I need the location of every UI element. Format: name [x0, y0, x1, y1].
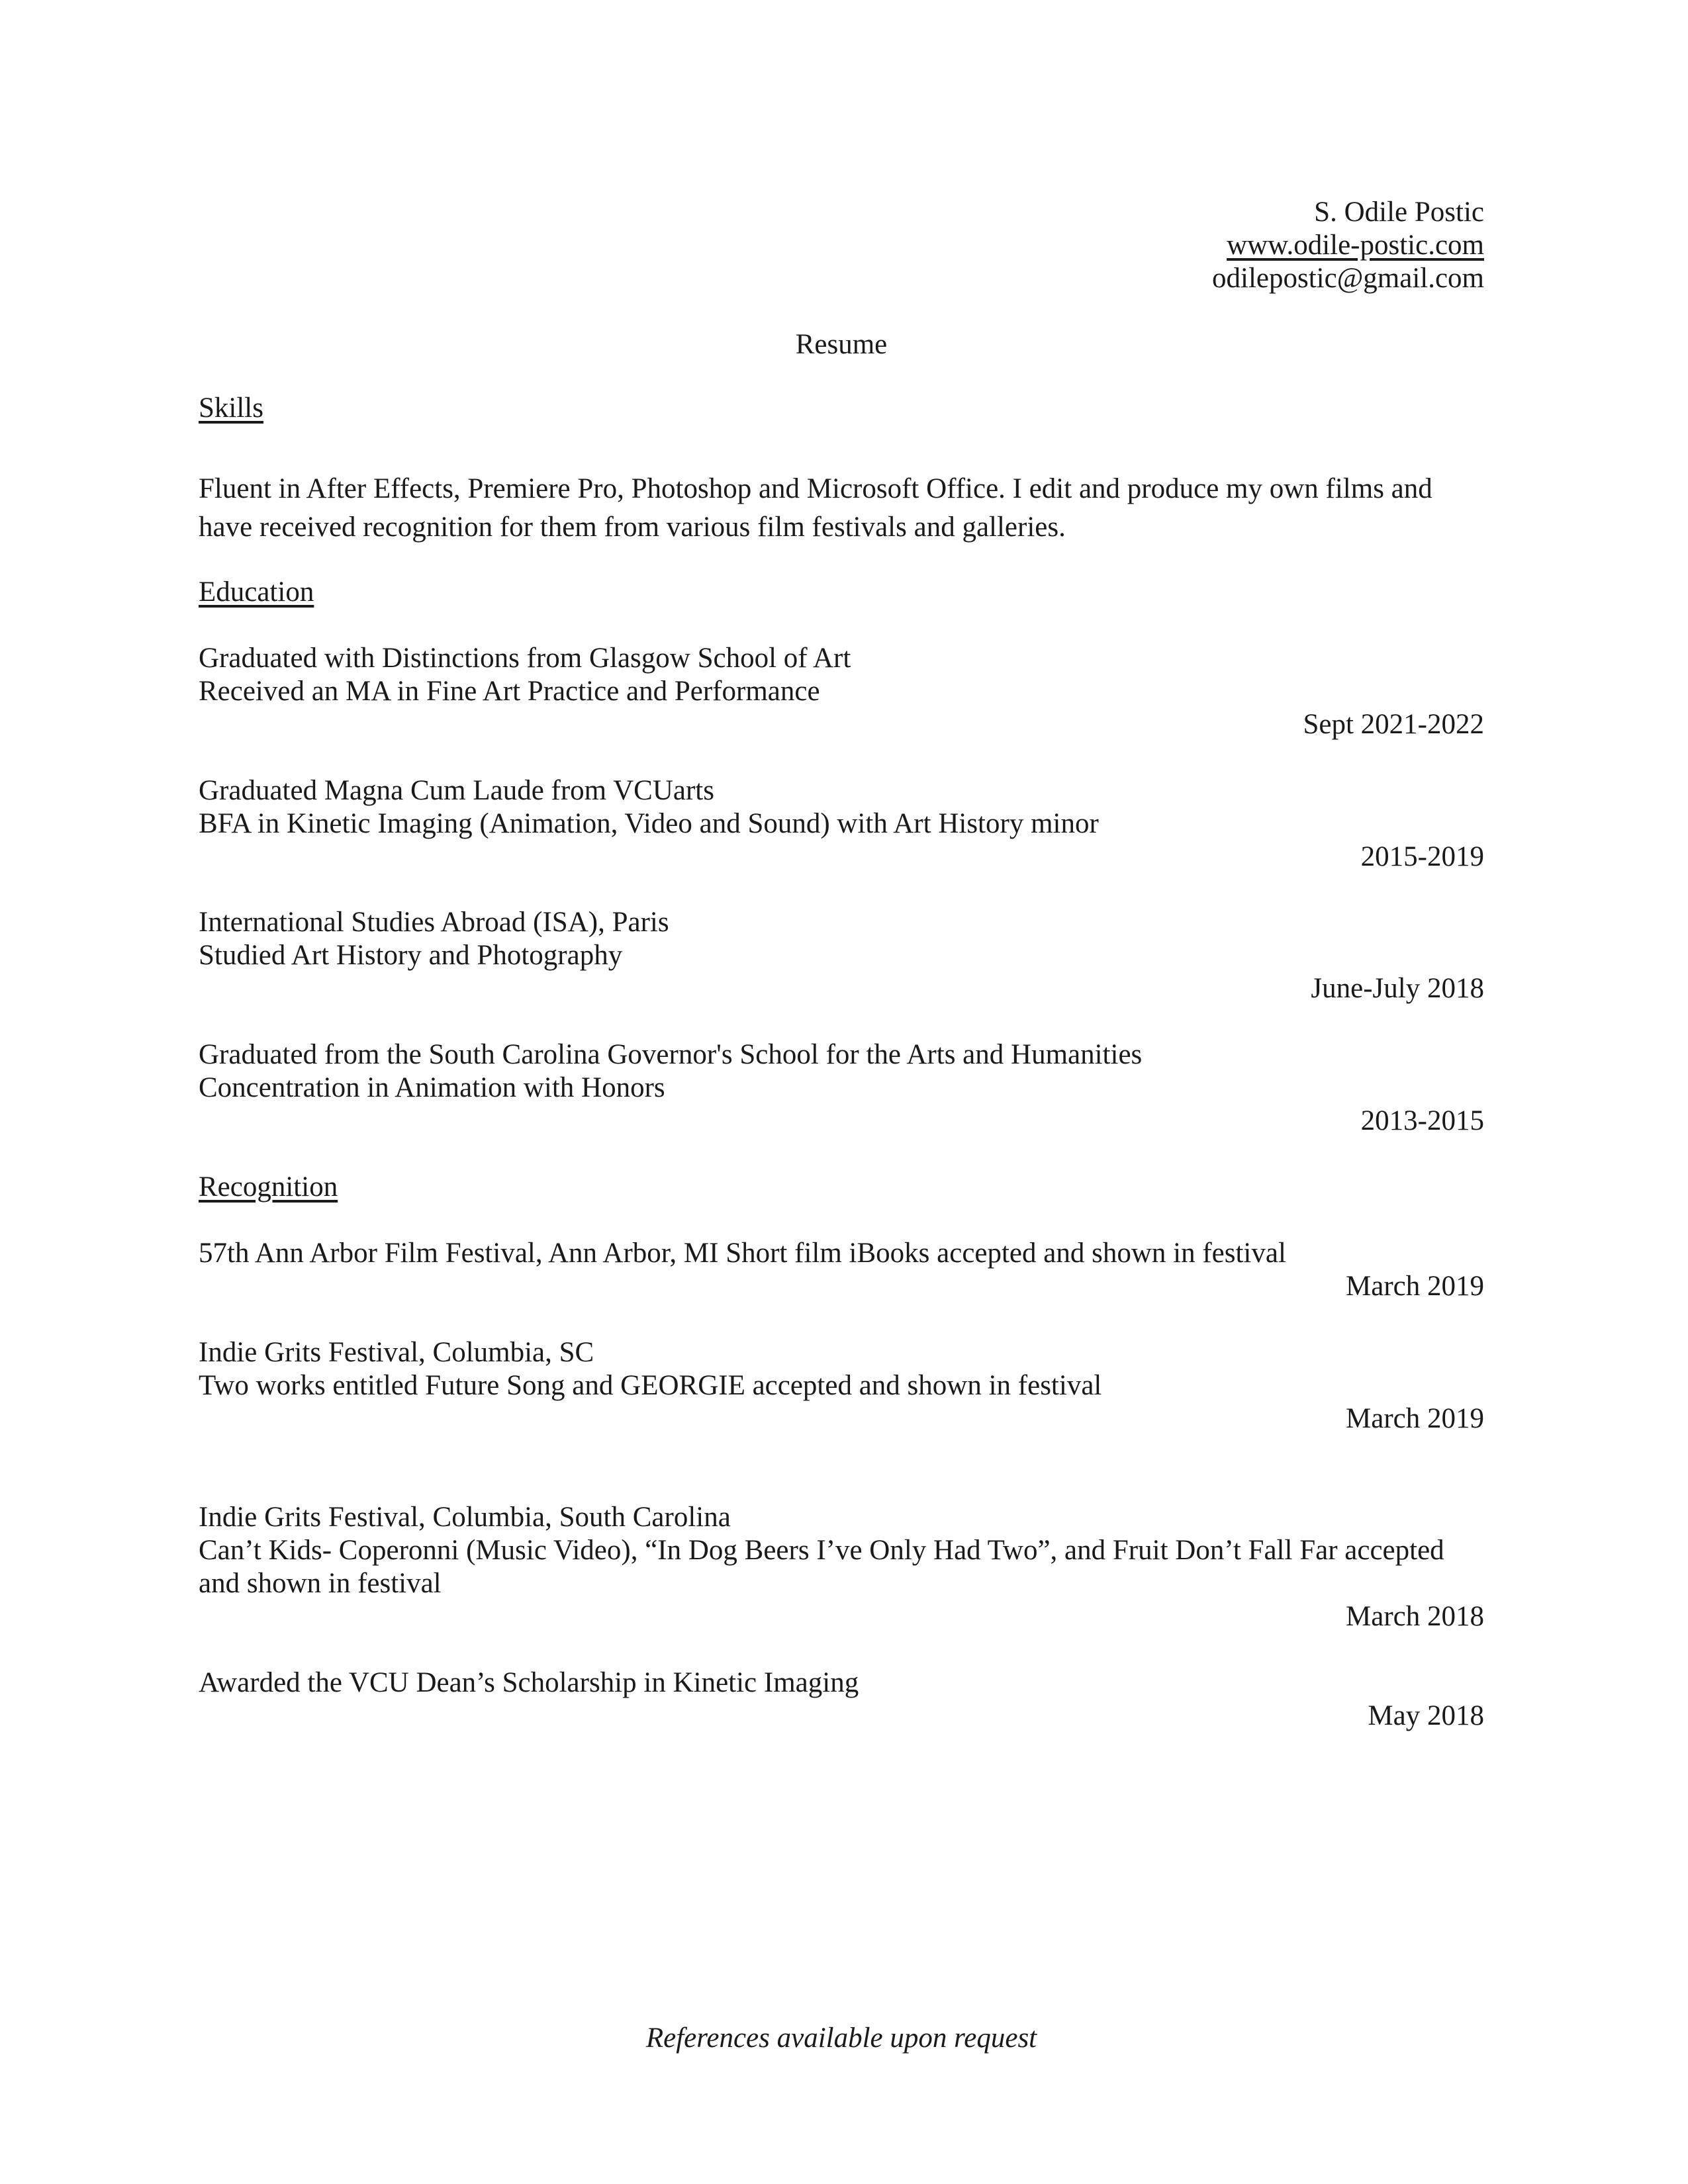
recognition-entry-date: March 2019 — [1346, 1271, 1484, 1302]
recognition-entry-line: Awarded the VCU Dean’s Scholarship in Kinetic Imaging — [199, 1667, 859, 1698]
recognition-entry-date: March 2018 — [1346, 1601, 1484, 1632]
recognition-entry-line: and shown in festival — [199, 1568, 442, 1599]
recognition-entry-line: Two works entitled Future Song and GEORGIE accepted and shown in festival — [199, 1370, 1102, 1401]
recognition-entry-line: Can’t Kids- Coperonni (Music Video), “In Dog Beers I’ve Only Had Two”, and Fruit Don’t Fall Far accepted — [199, 1535, 1444, 1566]
education-entry — [199, 642, 1484, 741]
recognition-entry — [199, 1336, 1484, 1435]
recognition-entry-date: March 2019 — [1346, 1403, 1484, 1434]
education-entry-line: Received an MA in Fine Art Practice and Performance — [199, 676, 820, 707]
skills-heading: Skills — [199, 392, 263, 424]
education-entry-line: Studied Art History and Photography — [199, 940, 623, 971]
recognition-entry — [199, 1666, 1484, 1733]
education-entry-line: Concentration in Animation with Honors — [199, 1072, 665, 1103]
education-entry-line: International Studies Abroad (ISA), Paris — [199, 907, 669, 938]
education-entry — [199, 1038, 1484, 1138]
recognition-entry — [199, 1237, 1484, 1303]
contact-header — [199, 196, 1484, 295]
recognition-entry-line: 57th Ann Arbor Film Festival, Ann Arbor, MI Short film iBooks accepted and shown in festival — [199, 1238, 1286, 1269]
author-name: S. Odile Postic — [1314, 197, 1484, 228]
recognition-entry-line: Indie Grits Festival, Columbia, South Carolina — [199, 1502, 731, 1533]
education-heading: Education — [199, 576, 314, 608]
education-entry-line: Graduated with Distinctions from Glasgow School of Art — [199, 643, 851, 674]
education-entry — [199, 774, 1484, 874]
education-entry-date: 2013-2015 — [1360, 1105, 1484, 1136]
recognition-heading: Recognition — [199, 1171, 338, 1203]
education-entry — [199, 906, 1484, 1005]
document-title: Resume — [795, 329, 888, 360]
website-link[interactable]: www.odile-postic.com — [1227, 230, 1484, 261]
education-entry-line: Graduated from the South Carolina Governor's School for the Arts and Humanities — [199, 1039, 1143, 1070]
email-address: odilepostic@gmail.com — [1212, 263, 1484, 294]
education-entry-date: Sept 2021-2022 — [1303, 709, 1484, 740]
recognition-entry — [199, 1501, 1484, 1633]
education-entry-date: June-July 2018 — [1311, 973, 1484, 1004]
references-note: References available upon request — [645, 2023, 1037, 2054]
education-entry-date: 2015-2019 — [1360, 841, 1484, 872]
recognition-entry-date: May 2018 — [1368, 1700, 1484, 1731]
recognition-entry-line: Indie Grits Festival, Columbia, SC — [199, 1337, 594, 1368]
education-entry-line: Graduated Magna Cum Laude from VCUarts — [199, 775, 714, 806]
skills-text: Fluent in After Effects, Premiere Pro, Photoshop and Microsoft Office. I edit and produce my own films and have received recognition for them from various film festivals and galleries. — [199, 473, 1432, 543]
education-entry-line: BFA in Kinetic Imaging (Animation, Video and Sound) with Art History minor — [199, 808, 1099, 839]
